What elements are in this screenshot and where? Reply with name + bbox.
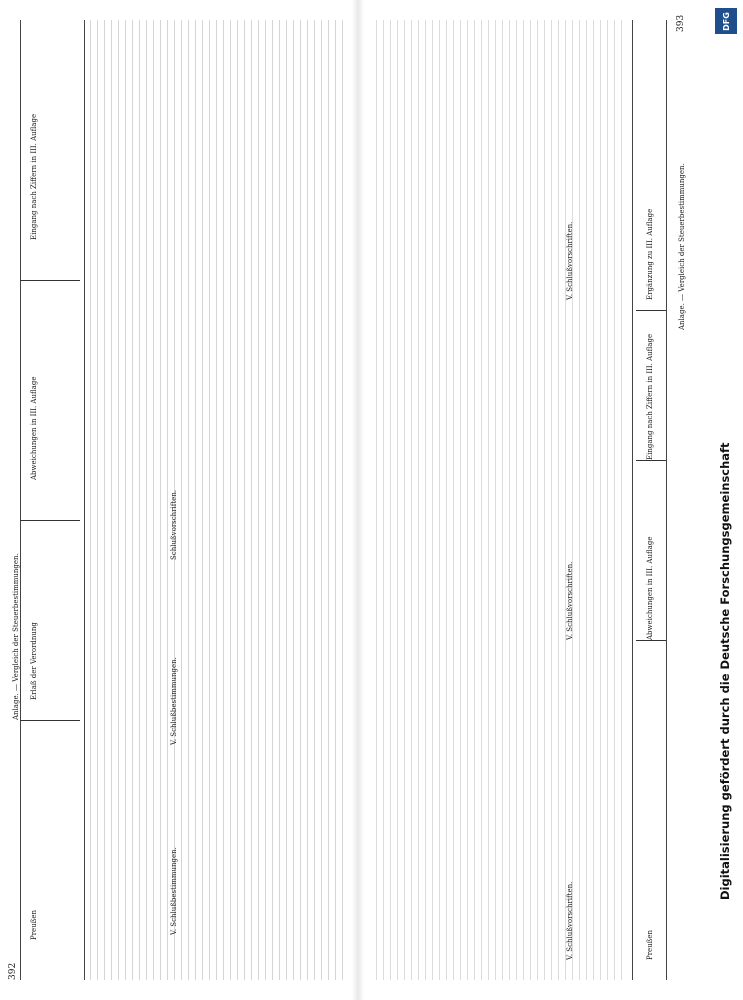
column-header-right-1: Preußen xyxy=(646,929,654,960)
page-number-right: 393 xyxy=(676,14,686,32)
dfg-banner-text: Digitalisierung gefördert durch die Deutsche Forschungsgemeinschaft xyxy=(718,442,732,900)
body-text-right xyxy=(376,20,626,980)
column-header-left-3: Abweichungen in III. Auflage xyxy=(30,376,38,480)
page-number-left: 392 xyxy=(8,962,18,980)
left-page xyxy=(0,0,350,1000)
gutter xyxy=(352,0,364,1000)
column-header-right-3: Eingang nach Ziffern in III. Auflage xyxy=(646,333,654,460)
section-title-right-1: V. Schlußvorschriften. xyxy=(566,881,574,960)
section-title-right-2: V. Schlußvorschriften. xyxy=(566,561,574,640)
running-title-right: Anlage. — Vergleich der Steuerbestimmungen. xyxy=(678,163,686,330)
section-title-left-2: V. Schlußbestimmungen. xyxy=(170,657,178,745)
column-header-right-2: Abweichungen in III. Auflage xyxy=(646,536,654,640)
column-header-left-4: Eingang nach Ziffern in III. Auflage xyxy=(30,113,38,240)
section-title-right-3: V. Schlußvorschriften. xyxy=(566,221,574,300)
column-header-left-2: Erlaß der Verordnung xyxy=(30,622,38,700)
body-text-left xyxy=(90,20,345,980)
column-header-right-4: Ergänzung zu III. Auflage xyxy=(646,208,654,300)
section-title-left-3: Schlußvorschriften. xyxy=(170,489,178,560)
section-title-left-1: V. Schlußbestimmungen. xyxy=(170,847,178,935)
running-title-left: Anlage. — Vergleich der Steuerbestimmungen. xyxy=(12,553,20,720)
right-page xyxy=(366,0,700,1000)
dfg-logo: DFG xyxy=(715,8,737,34)
column-header-left-1: Preußen xyxy=(30,909,38,940)
